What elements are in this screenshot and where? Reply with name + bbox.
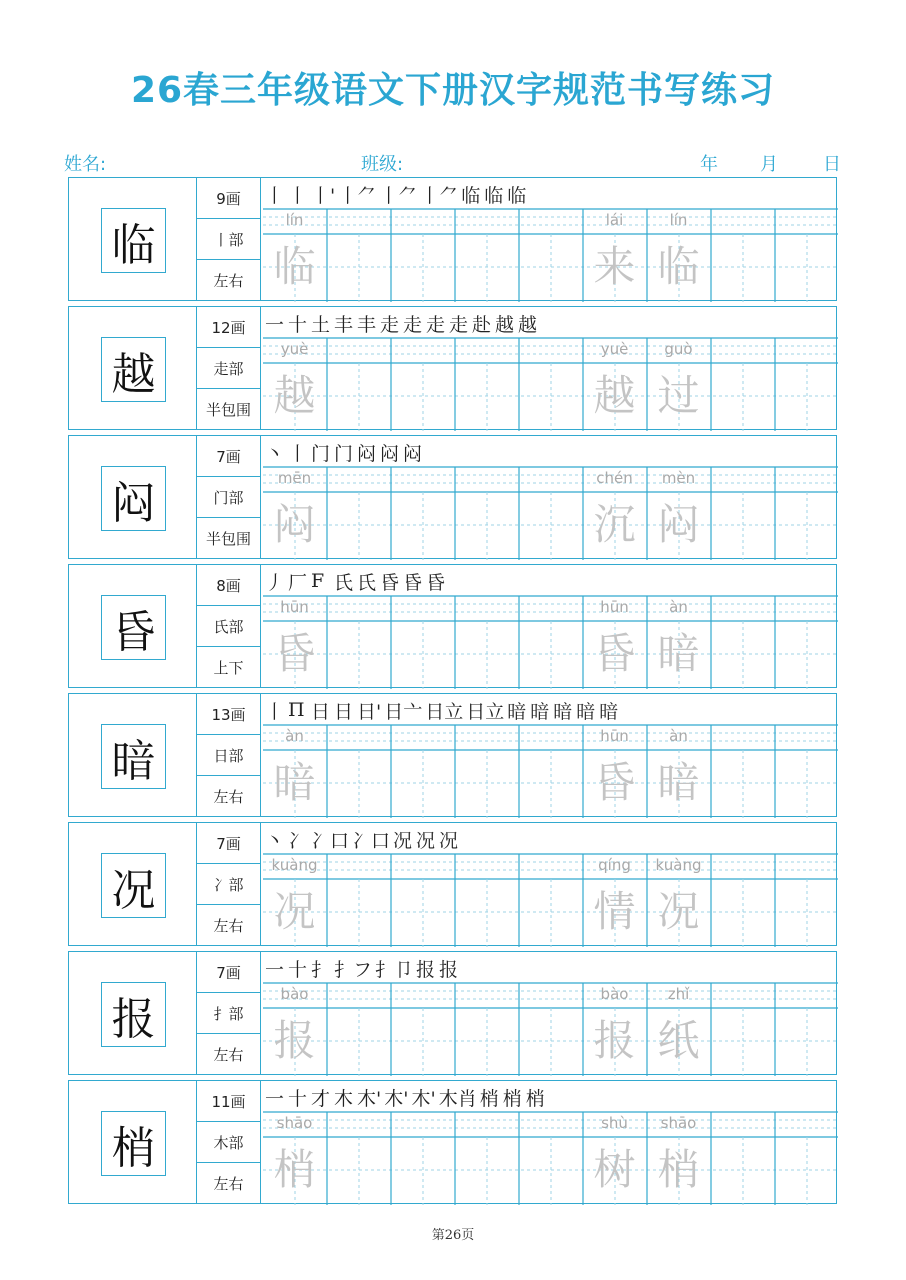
- stroke-step: 木肖: [438, 1087, 477, 1110]
- tracing-character: 来: [593, 242, 636, 291]
- stroke-count: 7画: [197, 436, 261, 477]
- tracing-character: 昏: [593, 758, 636, 807]
- tracing-character: 况: [657, 887, 700, 936]
- stroke-count: 12画: [197, 307, 261, 348]
- radical: 木部: [197, 1122, 261, 1163]
- stroke-step: 门: [334, 442, 354, 465]
- stroke-step: 况: [393, 829, 413, 852]
- radical: 走部: [197, 348, 261, 389]
- pinyin: mèn: [661, 469, 696, 487]
- char-cell: [69, 565, 197, 687]
- stroke-step: 临: [484, 184, 504, 207]
- tracing-character: 暗: [657, 758, 700, 807]
- stroke-step: 梢: [502, 1087, 522, 1110]
- stroke-step: 走: [449, 313, 469, 336]
- stroke-step: 才: [311, 1087, 331, 1110]
- page-title: 26春三年级语文下册汉字规范书写练习: [130, 70, 776, 111]
- stroke-count: 7画: [197, 952, 261, 993]
- tracing-character: 越: [273, 371, 316, 420]
- stroke-step: 丰: [334, 313, 354, 336]
- tracing-character: 过: [657, 371, 700, 420]
- char-block: [68, 693, 837, 817]
- char-block: [68, 822, 837, 946]
- stroke-step: 扌卩: [375, 958, 414, 981]
- tracing-character: 沉: [593, 500, 636, 549]
- structure: 左右: [197, 905, 261, 945]
- stroke-step: 木: [334, 1087, 354, 1110]
- stroke-step: 十: [288, 313, 308, 336]
- stroke-step: 报: [416, 958, 436, 981]
- stroke-step: 十: [288, 1087, 308, 1110]
- pinyin: zhǐ: [667, 985, 690, 1003]
- char-block: [68, 564, 837, 688]
- tracing-character: 闷: [657, 500, 700, 549]
- stroke-step: 一: [265, 958, 285, 981]
- tracing-character: 梢: [657, 1145, 700, 1194]
- stroke-step: П: [288, 699, 305, 721]
- stroke-step: 梢: [479, 1087, 499, 1110]
- stroke-step: 木': [411, 1087, 436, 1110]
- pinyin: lín: [285, 211, 304, 229]
- tracing-character: 情: [593, 887, 636, 936]
- structure: 半包围: [197, 389, 261, 429]
- pinyin: kuàng: [655, 856, 702, 874]
- month-label: 月: [760, 154, 778, 175]
- radical: 日部: [197, 735, 261, 776]
- pinyin: guò: [664, 340, 693, 358]
- tracing-character: 昏: [593, 629, 636, 678]
- main-character: 临: [101, 208, 166, 273]
- stroke-step: 丨⺈: [420, 184, 459, 207]
- stroke-step: 日: [311, 700, 331, 723]
- stroke-order: [265, 309, 538, 337]
- stroke-step: 丨: [265, 700, 285, 723]
- radical: 氏部: [197, 606, 261, 647]
- tracing-character: 闷: [273, 500, 316, 549]
- pinyin: àn: [285, 727, 304, 745]
- stroke-step: 闷: [357, 442, 377, 465]
- stroke-order: [265, 825, 459, 853]
- stroke-order: [265, 567, 446, 595]
- char-cell: [69, 436, 197, 558]
- structure: 半包围: [197, 518, 261, 558]
- pinyin: hūn: [280, 598, 309, 616]
- pinyin: lái: [605, 211, 624, 229]
- year-label: 年: [700, 154, 718, 175]
- structure: 左右: [197, 1034, 261, 1074]
- stroke-order: [265, 954, 459, 982]
- stroke-step: 越: [518, 313, 538, 336]
- tracing-character: 临: [273, 242, 316, 291]
- stroke-step: 丰: [357, 313, 377, 336]
- stroke-step: 报: [439, 958, 459, 981]
- char-cell: [69, 307, 197, 429]
- tracing-character: 临: [657, 242, 700, 291]
- stroke-count: 13画: [197, 694, 261, 735]
- stroke-step: 扌: [311, 958, 331, 981]
- main-character: 闷: [101, 466, 166, 531]
- stroke-step: 木': [357, 1087, 382, 1110]
- stroke-step: 一: [265, 313, 285, 336]
- char-block: [68, 951, 837, 1075]
- main-character: 暗: [101, 724, 166, 789]
- radical: 门部: [197, 477, 261, 518]
- day-label: 日: [823, 154, 841, 175]
- char-block: [68, 435, 837, 559]
- pinyin: shāo: [660, 1114, 697, 1132]
- pinyin: àn: [669, 598, 688, 616]
- page-number: 第26页: [431, 1228, 475, 1243]
- stroke-step: 十: [288, 958, 308, 981]
- stroke-step: 赴: [472, 313, 492, 336]
- stroke-step: 日': [357, 700, 382, 723]
- pinyin: chén: [596, 469, 633, 487]
- main-character: 报: [101, 982, 166, 1047]
- stroke-order: [265, 1083, 546, 1111]
- stroke-step: 丨: [265, 184, 285, 207]
- stroke-step: 一: [265, 1087, 285, 1110]
- stroke-count: 7画: [197, 823, 261, 864]
- pinyin: hūn: [600, 598, 629, 616]
- stroke-step: 闷: [380, 442, 400, 465]
- stroke-step: 暗: [553, 700, 573, 723]
- stroke-step: 木': [384, 1087, 409, 1110]
- tracing-character: 昏: [273, 629, 316, 678]
- stroke-step: 暗: [530, 700, 550, 723]
- pinyin: shù: [601, 1114, 628, 1132]
- stroke-step: 丨': [311, 184, 336, 207]
- stroke-step: 日立: [425, 700, 464, 723]
- stroke-step: 丶: [265, 442, 285, 465]
- radical: 扌部: [197, 993, 261, 1034]
- pinyin: bào: [600, 985, 629, 1003]
- stroke-step: 临: [461, 184, 481, 207]
- stroke-step: 丨⺈: [379, 184, 418, 207]
- stroke-step: 日: [334, 700, 354, 723]
- pinyin: kuàng: [271, 856, 318, 874]
- stroke-step: 闷: [403, 442, 423, 465]
- structure: 左右: [197, 776, 261, 816]
- stroke-step: 临: [507, 184, 527, 207]
- stroke-step: 厂: [288, 571, 308, 594]
- stroke-step: 土: [311, 313, 331, 336]
- char-cell: [69, 694, 197, 816]
- char-cell: [69, 178, 197, 300]
- structure: 左右: [197, 260, 261, 300]
- char-block: [68, 1080, 837, 1204]
- tracing-character: 梢: [273, 1145, 316, 1194]
- stroke-count: 11画: [197, 1081, 261, 1122]
- main-character: 况: [101, 853, 166, 918]
- stroke-step: 丿: [265, 571, 285, 594]
- stroke-step: 门: [311, 442, 331, 465]
- char-block: [68, 177, 837, 301]
- stroke-step: 氏: [334, 571, 354, 594]
- stroke-count: 8画: [197, 565, 261, 606]
- tracing-character: 况: [273, 887, 316, 936]
- stroke-count: 9画: [197, 178, 261, 219]
- stroke-order: [265, 438, 423, 466]
- stroke-step: 昏: [426, 571, 446, 594]
- stroke-step: 走: [403, 313, 423, 336]
- stroke-step: 暗: [576, 700, 596, 723]
- stroke-step: 丨: [288, 184, 308, 207]
- stroke-step: 丶: [265, 829, 285, 852]
- stroke-step: 况: [416, 829, 436, 852]
- stroke-step: 日立: [466, 700, 505, 723]
- tracing-character: 暗: [273, 758, 316, 807]
- stroke-step: F: [311, 570, 325, 592]
- stroke-step: 冫口: [352, 829, 391, 852]
- pinyin: àn: [669, 727, 688, 745]
- main-character: 越: [101, 337, 166, 402]
- pinyin: qíng: [598, 856, 631, 874]
- stroke-order: [265, 180, 527, 208]
- main-character: 梢: [101, 1111, 166, 1176]
- stroke-step: 昏: [380, 571, 400, 594]
- stroke-step: 扌フ: [334, 958, 373, 981]
- stroke-step: 越: [495, 313, 515, 336]
- pinyin: yuè: [280, 340, 309, 358]
- char-cell: [69, 1081, 197, 1203]
- pinyin: hūn: [600, 727, 629, 745]
- stroke-step: 氏: [357, 571, 377, 594]
- tracing-character: 越: [593, 371, 636, 420]
- stroke-step: 冫口: [311, 829, 350, 852]
- pinyin: mēn: [277, 469, 312, 487]
- stroke-step: 梢: [525, 1087, 545, 1110]
- stroke-order: [265, 696, 619, 724]
- tracing-character: 纸: [657, 1016, 700, 1065]
- class-label: 班级:: [361, 154, 404, 175]
- char-block: [68, 306, 837, 430]
- tracing-character: 报: [273, 1016, 316, 1065]
- radical: 丨部: [197, 219, 261, 260]
- pinyin: lín: [669, 211, 688, 229]
- stroke-step: 日亠: [384, 700, 423, 723]
- char-cell: [69, 952, 197, 1074]
- name-label: 姓名:: [64, 154, 107, 175]
- structure: 上下: [197, 647, 261, 687]
- main-character: 昏: [101, 595, 166, 660]
- stroke-step: 况: [439, 829, 459, 852]
- char-cell: [69, 823, 197, 945]
- pinyin: yuè: [600, 340, 629, 358]
- stroke-step: 暗: [507, 700, 527, 723]
- pinyin: shāo: [276, 1114, 313, 1132]
- stroke-step: 走: [426, 313, 446, 336]
- tracing-character: 树: [593, 1145, 636, 1194]
- stroke-step: 昏: [403, 571, 423, 594]
- stroke-step: 走: [380, 313, 400, 336]
- stroke-step: 丨⺈: [338, 184, 377, 207]
- radical: 冫部: [197, 864, 261, 905]
- tracing-character: 暗: [657, 629, 700, 678]
- pinyin: bào: [280, 985, 309, 1003]
- stroke-step: 冫: [288, 829, 308, 852]
- stroke-step: 暗: [599, 700, 619, 723]
- stroke-step: 丨: [288, 442, 308, 465]
- tracing-character: 报: [593, 1016, 636, 1065]
- structure: 左右: [197, 1163, 261, 1203]
